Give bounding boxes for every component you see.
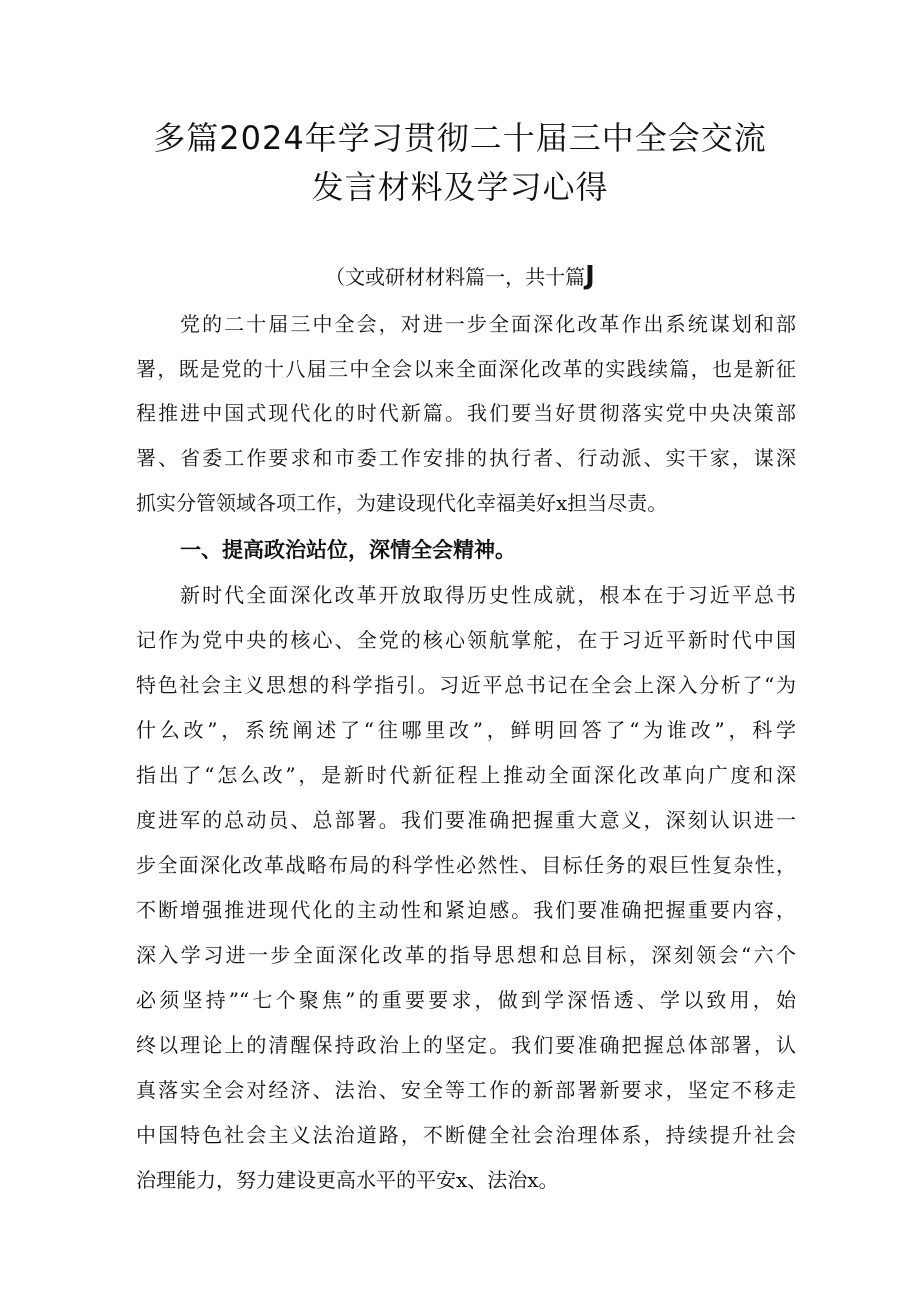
document-title-line-2: 发言材料及学习心得 xyxy=(311,168,609,206)
intro-line: 党的二十届三中全会，对进一步全面深化改革作出系统谋划和部 xyxy=(180,312,796,336)
body-line: 指出了“怎么改”，是新时代新征程上推动全面深化改革向广度和深 xyxy=(136,763,796,787)
document-subtitle xyxy=(0,261,920,291)
body-line: 度进军的总动员、总部署。我们要准确把握重大意义，深刻认识进一 xyxy=(136,808,796,832)
body-line: 治理能力，努力建设更高水平的平安x、法治x。 xyxy=(136,1168,559,1192)
body-line: 新时代全面深化改革开放取得历史性成就，根本在于习近平总书 xyxy=(180,583,796,607)
intro-line: 署、省委工作要求和市委工作安排的执行者、行动派、实干家，谋深 xyxy=(136,446,796,470)
subtitle-text: （文或研材材料篇一，共十篇 xyxy=(325,265,586,289)
body-line: 记作为党中央的核心、全党的核心领航掌舵，在于习近平新时代中国 xyxy=(136,628,796,652)
body-line: 真落实全会对经济、法治、安全等工作的新部署新要求，坚定不移走 xyxy=(136,1078,796,1102)
body-line: 步全面深化改革战略布局的科学性必然性、目标任务的艰巨性复杂性， xyxy=(136,853,796,877)
intro-line: 署，既是党的十八届三中全会以来全面深化改革的实践续篇，也是新征 xyxy=(136,357,796,381)
intro-line: 抓实分管领域各项工作，为建设现代化幸福美好x担当尽责。 xyxy=(136,491,668,515)
body-line: 终以理论上的清醒保持政治上的坚定。我们要准确把握总体部署，认 xyxy=(136,1033,796,1057)
body-line: 特色社会主义思想的科学指引。习近平总书记在全会上深入分析了“为 xyxy=(136,673,796,697)
body-line: 深入学习进一步全面深化改革的指导思想和总目标，深刻领会“六个 xyxy=(136,943,796,967)
intro-line: 程推进中国式现代化的时代新篇。我们要当好贯彻落实党中央决策部 xyxy=(136,401,796,425)
body-line: 中国特色社会主义法治道路，不断健全社会治理体系，持续提升社会 xyxy=(136,1123,796,1147)
subtitle-suffix: J xyxy=(585,261,595,291)
body-line: 必须坚持”“七个聚焦”的重要要求，做到学深悟透、学以致用，始 xyxy=(136,988,796,1012)
body-line: 不断增强推进现代化的主动性和紧迫感。我们要准确把握重要内容， xyxy=(136,898,796,922)
document-title-line-1: 多篇2024年学习贯彻二十届三中全会交流 xyxy=(153,119,767,157)
section-heading: 一、提高政治站位，深情全会精神。 xyxy=(180,538,516,562)
body-line: 什么改”，系统阐述了“往哪里改”，鲜明回答了“为谁改”，科学 xyxy=(136,718,796,742)
